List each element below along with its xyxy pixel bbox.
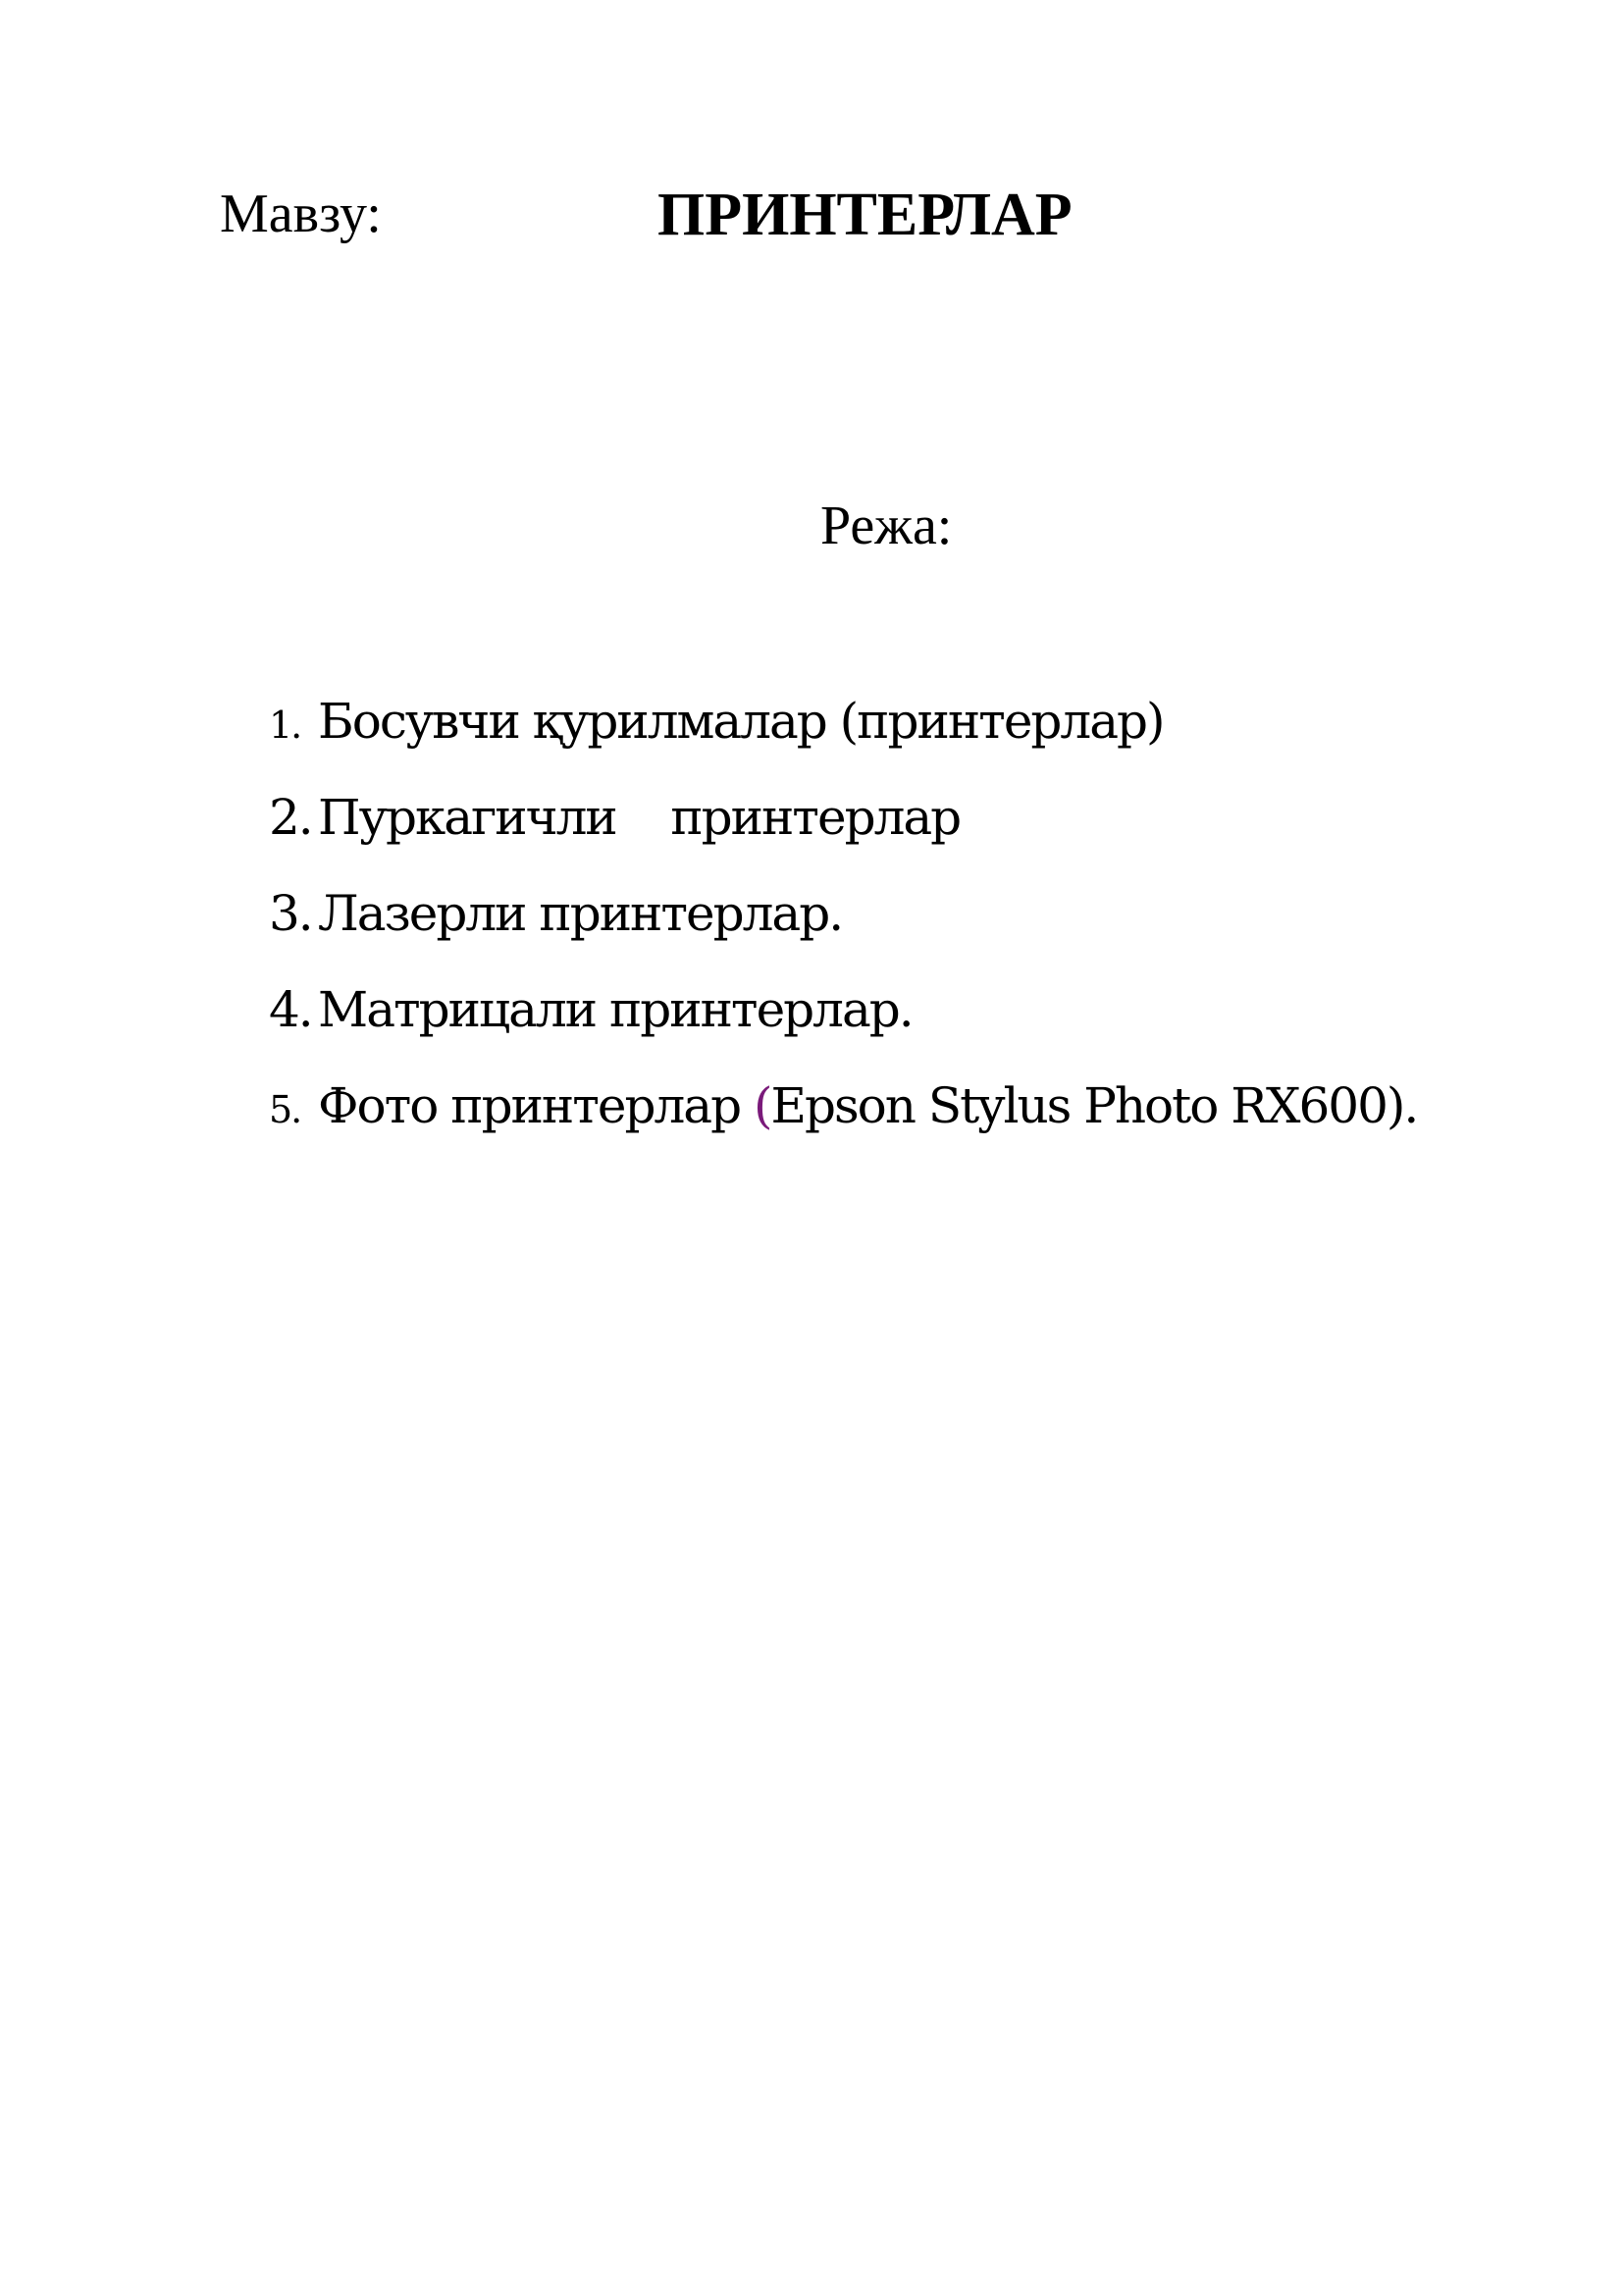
plan-item-text-before: Фото принтерлар — [318, 1077, 754, 1134]
plan-item-text: Босувчи қурилмалар (принтерлар) — [318, 693, 1164, 750]
plan-item-4 — [269, 981, 1417, 1077]
plan-item-text: Матрицали принтерлар. — [318, 981, 913, 1038]
plan-item-number: 5. — [269, 1088, 301, 1131]
topic-title: ПРИНТЕРЛАР — [657, 182, 1073, 248]
plan-item-5 — [269, 1077, 1417, 1174]
plan-item-text-after: Epson Stylus Photo RX600). — [770, 1077, 1418, 1134]
accent-parenthesis: ( — [753, 1077, 771, 1134]
plan-item-number: 1. — [269, 704, 301, 747]
plan-item-text: Пуркагичли принтерлар — [318, 789, 961, 846]
plan-list — [269, 693, 1417, 1174]
plan-item-1 — [269, 693, 1417, 789]
plan-item-text: Лазерли принтерлар. — [318, 885, 843, 942]
plan-item-2 — [269, 789, 1417, 885]
plan-item-number: 3. — [269, 885, 312, 942]
plan-item-number: 4. — [269, 981, 312, 1038]
topic-label: Мавзу: — [220, 183, 382, 244]
plan-item-text — [318, 1077, 1417, 1134]
plan-heading: Режа: — [820, 496, 953, 556]
plan-item-3 — [269, 885, 1417, 981]
plan-item-number: 2. — [269, 789, 312, 846]
